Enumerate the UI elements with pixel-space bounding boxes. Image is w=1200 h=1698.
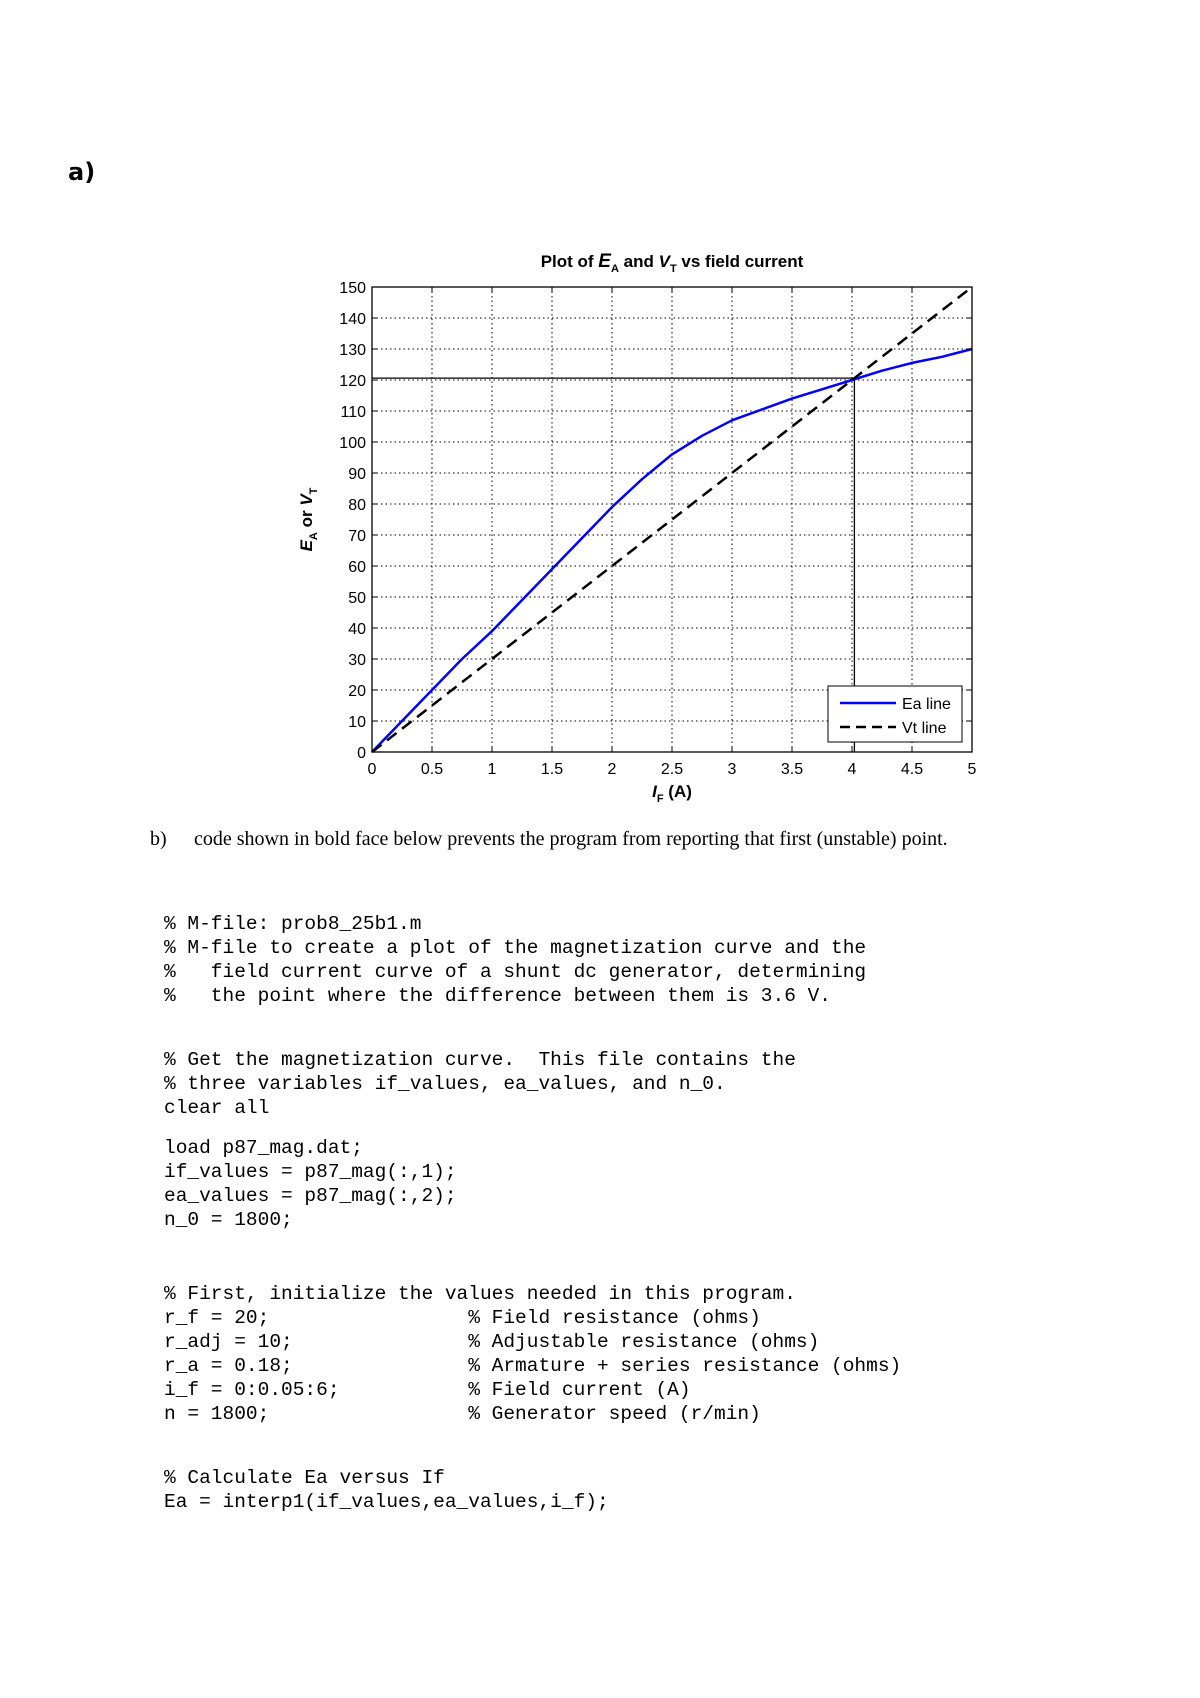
y-tick-label: 30 <box>348 652 366 669</box>
legend-label-ea: Ea line <box>902 696 951 713</box>
x-tick-label: 3 <box>727 761 737 778</box>
chart-title <box>541 251 804 275</box>
title-part: Plot of <box>540 252 599 271</box>
code-line: load p87_mag.dat; <box>164 1137 363 1159</box>
code-line: % M-file: prob8_25b1.m <box>164 913 422 935</box>
legend-label-vt: Vt line <box>902 720 947 737</box>
title-part: A <box>610 263 619 275</box>
code-line: r_f = 20; % Field resistance (ohms) <box>164 1307 761 1329</box>
y-tick-label: 80 <box>348 497 366 514</box>
code-line: i_f = 0:0.05:6; % Field current (A) <box>164 1379 691 1401</box>
series-line-vt <box>372 287 972 752</box>
y-tick-label: 50 <box>348 590 366 607</box>
code-block-gap <box>164 1232 901 1282</box>
y-tick-label: 140 <box>339 311 366 328</box>
x-tick-label: 1 <box>487 761 497 778</box>
code-line: % M-file to create a plot of the magnetization curve and the <box>164 937 867 959</box>
y-tick-label: 0 <box>357 745 366 762</box>
code-block-gap <box>164 1120 901 1136</box>
ylabel-part: E <box>297 540 316 552</box>
xlabel-part: (A) <box>663 782 692 801</box>
chart-legend <box>828 686 962 742</box>
x-tick-label: 4.5 <box>900 761 924 778</box>
y-tick-label: 70 <box>348 528 366 545</box>
ylabel-part: T <box>308 487 320 495</box>
part-b <box>150 828 948 851</box>
chart-series <box>372 287 972 752</box>
ylabel-part: V <box>297 494 316 506</box>
code-line: Ea = interp1(if_values,ea_values,i_f); <box>164 1491 609 1513</box>
code-line: if_values = p87_mag(:,1); <box>164 1161 457 1183</box>
code-line: % three variables if_values, ea_values, and n_0. <box>164 1073 726 1095</box>
title-part: vs field current <box>676 252 804 271</box>
x-tick-label: 2 <box>607 761 617 778</box>
x-tick-label: 4 <box>847 761 857 778</box>
part-b-text: code shown in bold face below prevents the program from reporting that first (unstable) point. <box>194 828 948 850</box>
part-a-label: a) <box>68 158 96 186</box>
code-line: % field current curve of a shunt dc generator, determining <box>164 961 867 983</box>
x-tick-label: 1.5 <box>540 761 564 778</box>
x-tick-label: 3.5 <box>780 761 804 778</box>
ylabel-part: or <box>297 505 316 533</box>
svg-text:Plot of EA and VT vs field cur <box>541 251 804 275</box>
code-line: % First, initialize the values needed in this program. <box>164 1283 796 1305</box>
code-block-gap <box>164 1008 901 1048</box>
x-tick-label: 5 <box>967 761 977 778</box>
y-tick-label: 120 <box>339 373 366 390</box>
x-axis-label <box>652 782 692 805</box>
plot-area-frame <box>372 287 972 752</box>
code-line: clear all <box>164 1097 270 1119</box>
y-axis-label <box>297 487 320 551</box>
part-b-label: b) <box>150 828 167 850</box>
xlabel-part: F <box>656 793 664 805</box>
code-line: % Calculate Ea versus If <box>164 1467 445 1489</box>
code-line: r_a = 0.18; % Armature + series resistance (ohms) <box>164 1355 902 1377</box>
y-tick-label: 40 <box>348 621 366 638</box>
y-tick-label: 90 <box>348 466 366 483</box>
code-line: r_adj = 10; % Adjustable resistance (ohms) <box>164 1331 820 1353</box>
y-tick-label: 130 <box>339 342 366 359</box>
title-part: and <box>618 252 659 271</box>
code-line: n_0 = 1800; <box>164 1209 293 1231</box>
chart <box>0 0 1200 820</box>
y-tick-label: 60 <box>348 559 366 576</box>
y-tick-label: 20 <box>348 683 366 700</box>
y-tick-label: 100 <box>339 435 366 452</box>
title-part: T <box>669 263 677 275</box>
chart-grid <box>372 287 972 752</box>
ylabel-part: A <box>308 532 320 541</box>
code-line: ea_values = p87_mag(:,2); <box>164 1185 457 1207</box>
y-tick-label: 110 <box>340 404 366 421</box>
code-block-gap <box>164 1426 901 1466</box>
title-part: V <box>658 252 670 271</box>
x-tick-label: 0.5 <box>420 761 444 778</box>
y-tick-label: 10 <box>348 714 366 731</box>
code-line: % Get the magnetization curve. This file contains the <box>164 1049 796 1071</box>
code-line: n = 1800; % Generator speed (r/min) <box>164 1403 761 1425</box>
x-tick-label: 2.5 <box>660 761 684 778</box>
xlabel-part: I <box>652 782 657 801</box>
code-line: % the point where the difference between them is 3.6 V. <box>164 985 832 1007</box>
y-tick-label: 150 <box>339 280 366 297</box>
title-part: E <box>598 251 611 272</box>
x-tick-label: 0 <box>367 761 377 778</box>
matlab-code-listing <box>164 912 901 1514</box>
